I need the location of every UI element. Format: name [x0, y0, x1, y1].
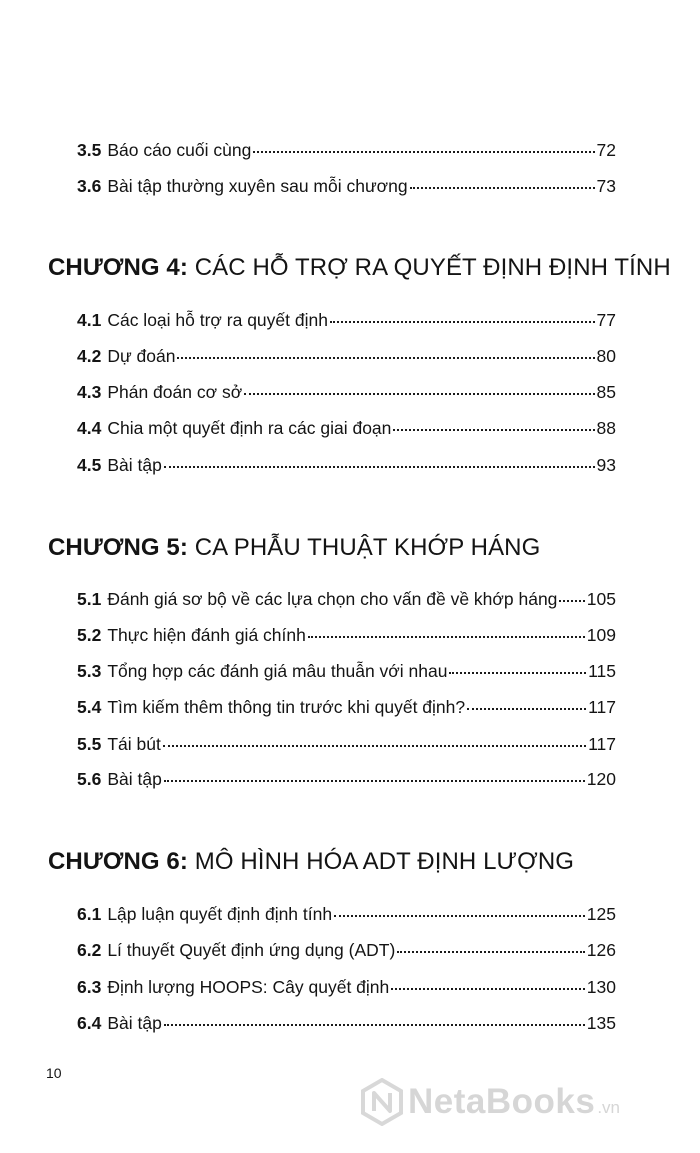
section-title: Báo cáo cuối cùng	[107, 140, 252, 160]
toc-entry[interactable]	[77, 767, 616, 791]
page-ref: 85	[596, 382, 616, 402]
dot-leader	[308, 635, 585, 638]
dot-leader	[244, 392, 594, 395]
section-title: Lập luận quyết định định tính	[107, 904, 333, 924]
dot-leader	[164, 1023, 585, 1026]
chapter-heading[interactable]	[48, 846, 574, 878]
dot-leader	[334, 914, 585, 917]
dot-leader	[163, 744, 586, 747]
section-title: Tìm kiếm thêm thông tin trước khi quyết định?	[107, 697, 466, 717]
page-ref: 105	[586, 589, 616, 609]
page-ref: 115	[588, 661, 616, 681]
section-number: 4.5	[77, 455, 102, 475]
section-number: 3.5	[77, 140, 102, 160]
section-title: Phán đoán cơ sở	[107, 382, 243, 402]
section-number: 3.6	[77, 176, 102, 196]
page-ref: 117	[588, 697, 616, 717]
section-number: 4.1	[77, 310, 102, 330]
page-ref: 135	[586, 1013, 616, 1033]
section-number: 5.3	[77, 661, 102, 681]
page-ref: 126	[586, 940, 616, 960]
section-number: 5.1	[77, 589, 102, 609]
dot-leader	[410, 186, 595, 189]
page-ref: 125	[586, 904, 616, 924]
section-title: Bài tập	[107, 769, 162, 789]
toc-entry[interactable]	[77, 938, 616, 962]
section-number: 6.3	[77, 977, 102, 997]
dot-leader	[164, 779, 585, 782]
dot-leader	[559, 599, 584, 602]
dot-leader	[253, 150, 594, 153]
section-number: 6.1	[77, 904, 102, 924]
section-number: 6.4	[77, 1013, 102, 1033]
toc-entry[interactable]	[77, 902, 616, 926]
watermark	[360, 1078, 620, 1126]
chapter-label: CHƯƠNG 6:	[48, 848, 188, 875]
section-title: Bài tập	[107, 1013, 162, 1033]
toc-entry[interactable]	[77, 138, 616, 162]
toc-entry[interactable]	[77, 695, 616, 719]
section-title: Chia một quyết định ra các giai đoạn	[107, 418, 392, 438]
dot-leader	[467, 707, 586, 710]
chapter-label: CHƯƠNG 4:	[48, 254, 188, 281]
toc-entry[interactable]	[77, 587, 616, 611]
page-number: 10	[46, 1065, 62, 1081]
section-title: Các loại hỗ trợ ra quyết định	[107, 310, 328, 330]
dot-leader	[391, 987, 585, 990]
chapter-label: CHƯƠNG 5:	[48, 534, 188, 561]
page-ref: 77	[596, 310, 616, 330]
chapter-heading[interactable]	[48, 252, 671, 284]
section-number: 5.5	[77, 734, 102, 754]
section-title: Lí thuyết Quyết định ứng dụng (ADT)	[107, 940, 396, 960]
section-number: 5.6	[77, 769, 102, 789]
dot-leader	[330, 320, 595, 323]
page-ref: 109	[586, 625, 616, 645]
toc-entry[interactable]	[77, 453, 616, 477]
toc-entry[interactable]	[77, 975, 616, 999]
toc-entry[interactable]	[77, 174, 616, 198]
section-number: 5.4	[77, 697, 102, 717]
toc-entry[interactable]	[77, 344, 616, 368]
page-ref: 93	[596, 455, 616, 475]
page-ref: 130	[586, 977, 616, 997]
section-title: Định lượng HOOPS: Cây quyết định	[107, 977, 390, 997]
section-title: Thực hiện đánh giá chính	[107, 625, 306, 645]
dot-leader	[397, 950, 584, 953]
netabooks-logo-icon	[360, 1078, 404, 1126]
dot-leader	[164, 465, 595, 468]
toc-entry[interactable]	[77, 416, 616, 440]
page-ref: 72	[596, 140, 616, 160]
section-title: Đánh giá sơ bộ về các lựa chọn cho vấn đề về khớp háng	[107, 589, 558, 609]
toc-entry[interactable]	[77, 1011, 616, 1035]
toc-entry[interactable]	[77, 308, 616, 332]
page-ref: 80	[596, 346, 616, 366]
watermark-text: NetaBooks	[408, 1082, 596, 1121]
section-title: Tái bút	[107, 734, 161, 754]
chapter-title: CÁC HỖ TRỢ RA QUYẾT ĐỊNH ĐỊNH TÍNH	[194, 254, 671, 281]
dot-leader	[393, 428, 594, 431]
page-ref: 73	[596, 176, 616, 196]
watermark-suffix: .vn	[597, 1098, 621, 1117]
toc-entry[interactable]	[77, 732, 616, 756]
toc-entry[interactable]	[77, 623, 616, 647]
page-ref: 88	[596, 418, 616, 438]
section-number: 5.2	[77, 625, 102, 645]
section-number: 4.3	[77, 382, 102, 402]
chapter-title: CA PHẪU THUẬT KHỚP HÁNG	[194, 534, 541, 561]
section-number: 4.2	[77, 346, 102, 366]
chapter-title: MÔ HÌNH HÓA ADT ĐỊNH LƯỢNG	[194, 848, 575, 875]
toc-entry[interactable]	[77, 380, 616, 404]
dot-leader	[177, 356, 594, 359]
section-title: Tổng hợp các đánh giá mâu thuẫn với nhau	[107, 661, 448, 681]
section-title: Dự đoán	[107, 346, 176, 366]
section-number: 4.4	[77, 418, 102, 438]
section-title: Bài tập thường xuyên sau mỗi chương	[107, 176, 408, 196]
page-ref: 120	[586, 769, 616, 789]
page-ref: 117	[588, 734, 616, 754]
section-number: 6.2	[77, 940, 102, 960]
section-title: Bài tập	[107, 455, 162, 475]
dot-leader	[449, 671, 586, 674]
toc-entry[interactable]	[77, 659, 616, 683]
chapter-heading[interactable]	[48, 532, 540, 564]
